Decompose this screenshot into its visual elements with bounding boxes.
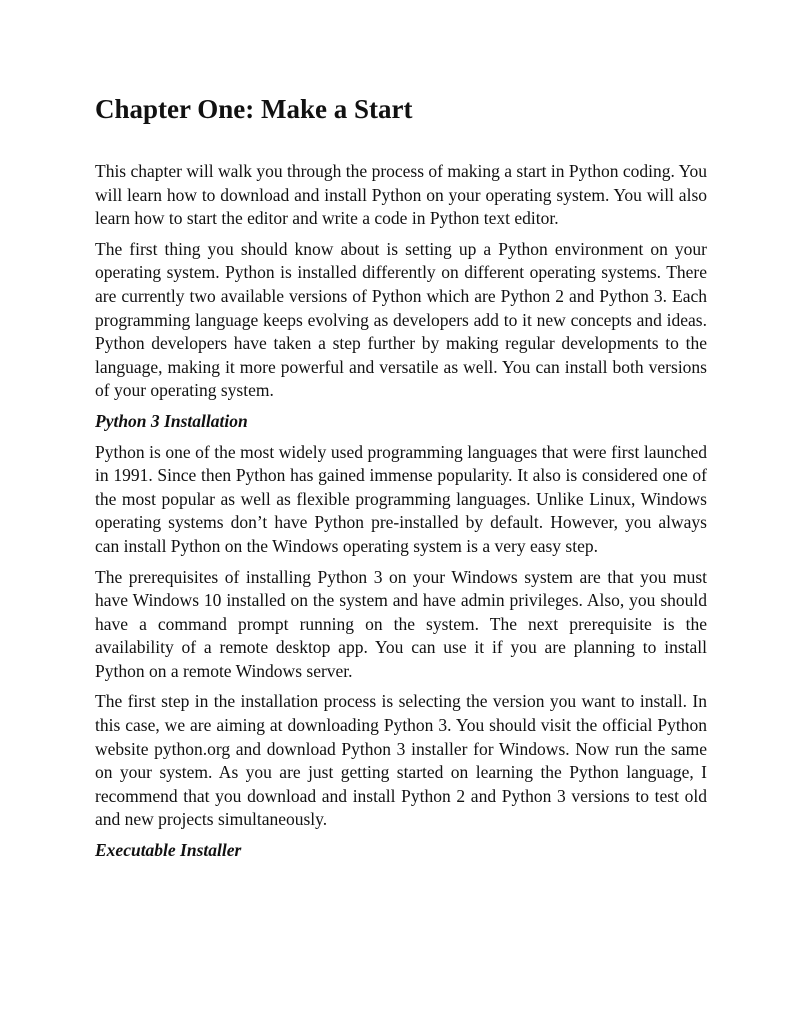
python3-installation-heading: Python 3 Installation <box>95 410 248 431</box>
python3-installation-paragraph-3: The first step in the installation process is selecting the version you want to install. In this case, we are aiming at downloading Python 3. You should visit the official Python website python.org and download Python 3 installer for Windows. Now run the same on your system. As you are just getting started on learning the Python language, I recommend that you download and install Python 2 and Python 3 versions to test old and new projects simultaneously. <box>95 691 707 830</box>
document-page <box>95 92 707 870</box>
python3-installation-paragraph-2: The prerequisites of installing Python 3 on your Windows system are that you must have Windows 10 installed on the system and have admin privileges. Also, you should have a command prompt running on the system. The next prerequisite is the availability of a remote desktop app. You can use it if you are planning to install Python on a remote Windows server. <box>95 566 707 681</box>
executable-installer-heading: Executable Installer <box>95 840 242 861</box>
intro-paragraph-1: This chapter will walk you through the process of making a start in Python coding. You will learn how to download and install Python on your operating system. You will also learn how to start the editor and write a code in Python text editor. <box>95 161 707 229</box>
intro-paragraph-2: The first thing you should know about is setting up a Python environment on your operating system. Python is installed differently on different operating systems. There are currently two available versions of Python which are Python 2 and Python 3. Each programming language keeps evolving as developers add to it new concepts and ideas. Python developers have taken a step further by making regular developments to the language, making it more powerful and versatile as well. You can install both versions of your operating system. <box>95 238 707 401</box>
python3-installation-paragraph-1: Python is one of the most widely used programming languages that were first launched in 1991. Since then Python has gained immense popularity. It also is considered one of the most popular as well as flexible programming languages. Unlike Linux, Windows operating systems don’t have Python pre-installed by default. However, you always can install Python on the Windows operating system is a very easy step. <box>95 441 707 556</box>
chapter-title: Chapter One: Make a Start <box>95 94 413 124</box>
